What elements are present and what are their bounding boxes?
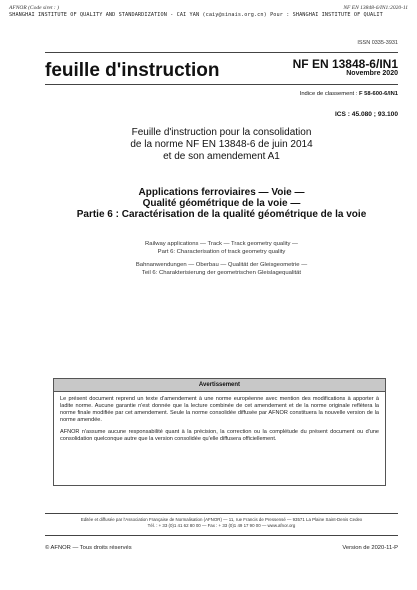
intro-block	[45, 127, 398, 163]
divider-top	[45, 52, 398, 53]
divider-publisher	[45, 513, 398, 514]
french-title-line: Qualité géométrique de la voie —	[142, 198, 301, 209]
intro-line: et de son amendement A1	[163, 151, 280, 162]
english-title-line: Railway applications — Track — Track geometry quality —	[145, 241, 298, 247]
french-title-line: Applications ferroviaires — Voie —	[138, 187, 305, 198]
version-label: Version de 2020-11-P	[342, 545, 398, 551]
issn: ISSN 0335-3931	[357, 40, 398, 46]
french-title-line: Partie 6 : Caractérisation de la qualité géométrique de la voie	[76, 209, 367, 220]
warning-heading: Avertissement	[54, 379, 385, 392]
warning-paragraph: Le présent document reprend un texte d'amendement à une norme européenne avec mention des modifications à apporter à ladite norme. Aucune garantie n'est donnée que la lecture combinée de cet amendement et de la norme originale reflètera la norme finale modifiée par cet amendement. Seule la norme consolidée diffusée par AFNOR constituera la nouvelle version de la norme amendée.	[60, 396, 379, 423]
header-origin: AFNOR (Code siret : )	[9, 5, 59, 11]
german-title-line: Teil 6: Charakterisierung der geometrischen Gleislagequalität	[141, 269, 302, 276]
copyright-notice: © AFNOR — Tous droits réservés	[45, 545, 132, 551]
german-title-line: Bahnanwendungen — Oberbau — Qualität der Gleisgeometrie —	[135, 262, 308, 268]
german-title	[45, 262, 398, 277]
warning-paragraph: AFNOR n'assume aucune responsabilité quant à la précision, la correction ou la complétude du présent document ou d'une consolidation quelconque autre que la version consolidée qu'elle diffusera officiellement.	[60, 429, 379, 442]
french-title	[45, 187, 398, 220]
warning-body	[54, 392, 385, 443]
classification-label: Indice de classement :	[299, 91, 359, 97]
classification-index	[300, 91, 398, 97]
warning-box	[53, 378, 386, 486]
english-title-line: Part 6: Characterisation of track geometry quality	[157, 248, 286, 255]
divider-footer	[45, 535, 398, 536]
publication-date: Novembre 2020	[346, 70, 398, 77]
intro-line: de la norme NF EN 13848-6 de juin 2014	[130, 139, 313, 150]
divider-middle	[45, 84, 398, 85]
running-header-line2: SHANGHAI INSTITUTE OF QUALITY AND STANDARDIZATION - CAI YAN (caiy@sinais.org.cn) Pour : SHANGHAI INSTITUTE OF QUALIT	[9, 12, 383, 18]
standard-reference: NF EN 13848-6/IN1	[292, 57, 398, 71]
intro-line: Feuille d'instruction pour la consolidation	[131, 127, 312, 138]
ics-codes: ICS : 45.080 ; 93.100	[334, 111, 398, 118]
classification-value: F 58-600-6/IN1	[359, 91, 398, 97]
publisher-contact: Tél. : + 33 (0)1 41 62 80 00 — Fax : + 33 (0)1 49 17 90 00 — www.afnor.org	[147, 523, 296, 528]
english-title	[45, 241, 398, 256]
header-doc-id: NF EN 13848-6/IN1:2020-11	[343, 5, 408, 11]
document-type-title: feuille d'instruction	[45, 60, 220, 81]
publisher-address: Editée et diffusée par l'Association Française de Normalisation (AFNOR) — 11, rue Francis de Pressensé — 93571 La Plaine Saint-Denis Cedex	[80, 517, 363, 522]
